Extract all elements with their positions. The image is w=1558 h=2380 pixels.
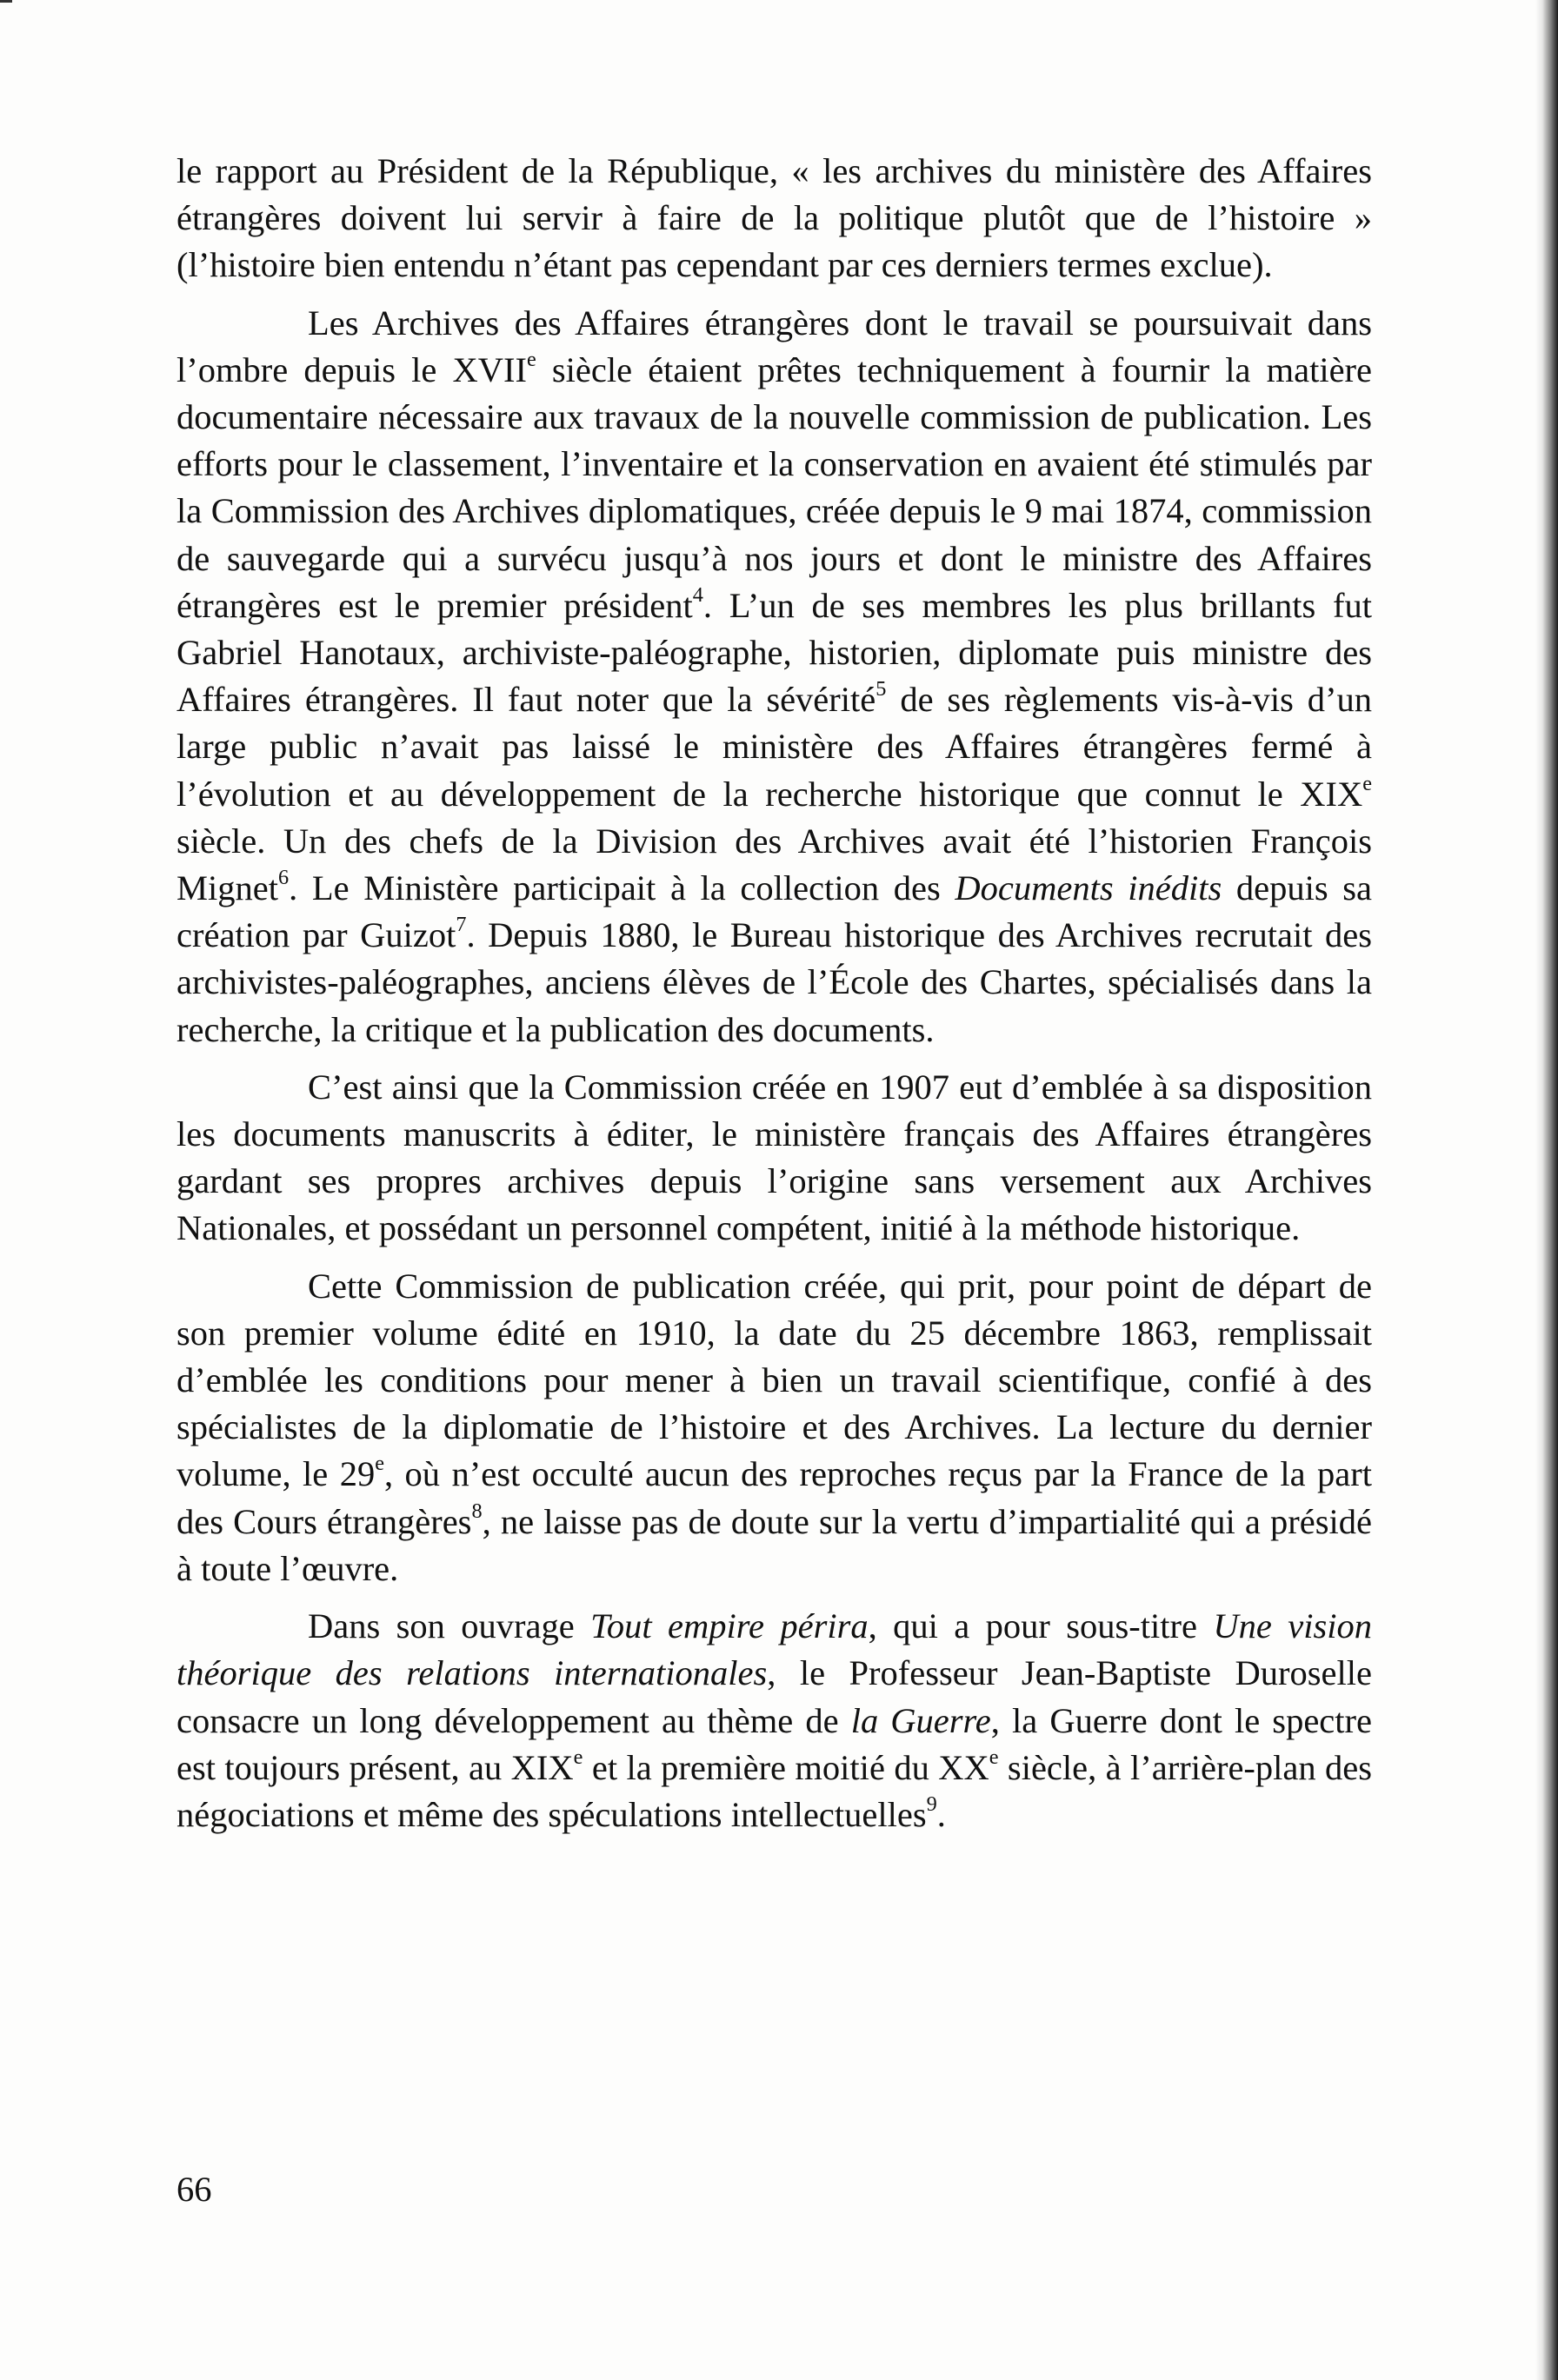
italic-text: la Guerre [850,1700,991,1740]
paragraph-4 [176,1263,1372,1592]
text-run: et la première moitié du XX [583,1747,989,1787]
text-run: Cette Commission de publication créée, qui prit, pour point de départ de son premier volume édité en 1910, la date du 25 décembre 1863, remplissait d’emblée les conditions pour mener à bien un travail scientifique, confié à des spécialistes de la diplomatie de l’histoire et des Archives. La lecture du dernier volume, le 29 [176,1266,1372,1494]
text-run: . L’un de ses membres les plus brillants fut Gabriel Hanotaux, archiviste-paléographe, historien, diplomate puis ministre des Affaires étrangères. Il faut noter que la sévérité [176,585,1372,720]
paragraph-2 [176,300,1372,1054]
paragraph-1 [176,148,1372,289]
superscript: e [526,347,536,371]
superscript: e [375,1452,384,1476]
superscript: e [989,1745,999,1769]
text-run: , ne laisse pas de doute sur la vertu d’impartialité qui a présidé à toute l’œuvre. [176,1501,1373,1588]
italic-text: Une vision théorique des relations internationales [176,1606,1372,1693]
superscript: e [573,1745,583,1769]
text-run: , qui a pour sous-titre [868,1606,1214,1646]
text-run: . Le Ministère participait à la collection des [289,868,955,908]
superscript: 9 [926,1792,937,1816]
superscript: e [1362,771,1372,795]
text-run: , où n’est occulté aucun des reproches reçus par la France de la part des Cours étrangères [176,1454,1372,1541]
scan-edge-shadow [1535,0,1558,2380]
paragraph-5 [176,1603,1372,1838]
italic-text: Tout empire périra [590,1606,869,1646]
text-run: C’est ainsi que la Commission créée en 1907 eut d’emblée à sa disposition les documents manuscrits à éditer, le ministère français des Affaires étrangères gardant ses propres archives depuis l’origine sans versement aux Archives Nationales, et possédant un personnel compétent, initié à la méthode historique. [176,1067,1372,1248]
superscript: 5 [876,677,887,701]
text-run: de ses règlements vis-à-vis d’un large public n’avait pas laissé le ministère des Affaires étrangères fermé à l’évolution et au développement de la recherche historique que connut le XIX [176,680,1372,814]
text-run: . [936,1794,946,1834]
text-run: siècle. Un des chefs de la Division des Archives avait été l’historien François Mignet [176,821,1372,908]
text-run: Les Archives des Affaires étrangères dont le travail se poursuivait dans l’ombre depuis le XVII [176,302,1372,389]
page-number: 66 [176,2170,212,2209]
superscript: 7 [456,913,467,937]
body-text [176,148,1372,1838]
scan-corner-mark [0,0,12,3]
text-run: , le Professeur Jean-Baptiste Duroselle consacre un long développement au thème de [176,1653,1372,1740]
text-run: . Depuis 1880, le Bureau historique des Archives recrutait des archivistes-paléographes, anciens élèves de l’École des Chartes, spécialisés dans la recherche, la critique et la publication des documents. [176,915,1372,1049]
text-run: siècle, à l’arrière-plan des négociations et même des spéculations intellectuelles [176,1747,1373,1834]
paragraph-3 [176,1064,1372,1253]
text-run: depuis sa création par Guizot [176,868,1372,955]
text-run: siècle étaient prêtes techniquement à fournir la matière documentaire nécessaire aux travaux de la nouvelle commission de publication. Les efforts pour le classement, l’inventaire et la conservation en avaient été stimulés par la Commission des Archives diplomatiques, créée depuis le 9 mai 1874, commission de sauvegarde qui a survécu jusqu’à nos jours et dont le ministre des Affaires étrangères est le premier président [176,349,1373,625]
text-run: Dans son ouvrage [308,1606,591,1646]
superscript: 8 [471,1499,483,1523]
superscript: 4 [692,582,703,607]
superscript: 6 [278,865,290,889]
text-run: le rapport au Président de la République, « les archives du ministère des Affaires étrangères doivent lui servir à faire de la politique plutôt que de l’histoire » (l’histoire bien entendu n’étant pas cependant par ces derniers termes exclue). [176,151,1372,285]
text-run: , la Guerre dont le spectre est toujours présent, au XIX [176,1700,1372,1787]
italic-text: Documents inédits [955,868,1222,908]
